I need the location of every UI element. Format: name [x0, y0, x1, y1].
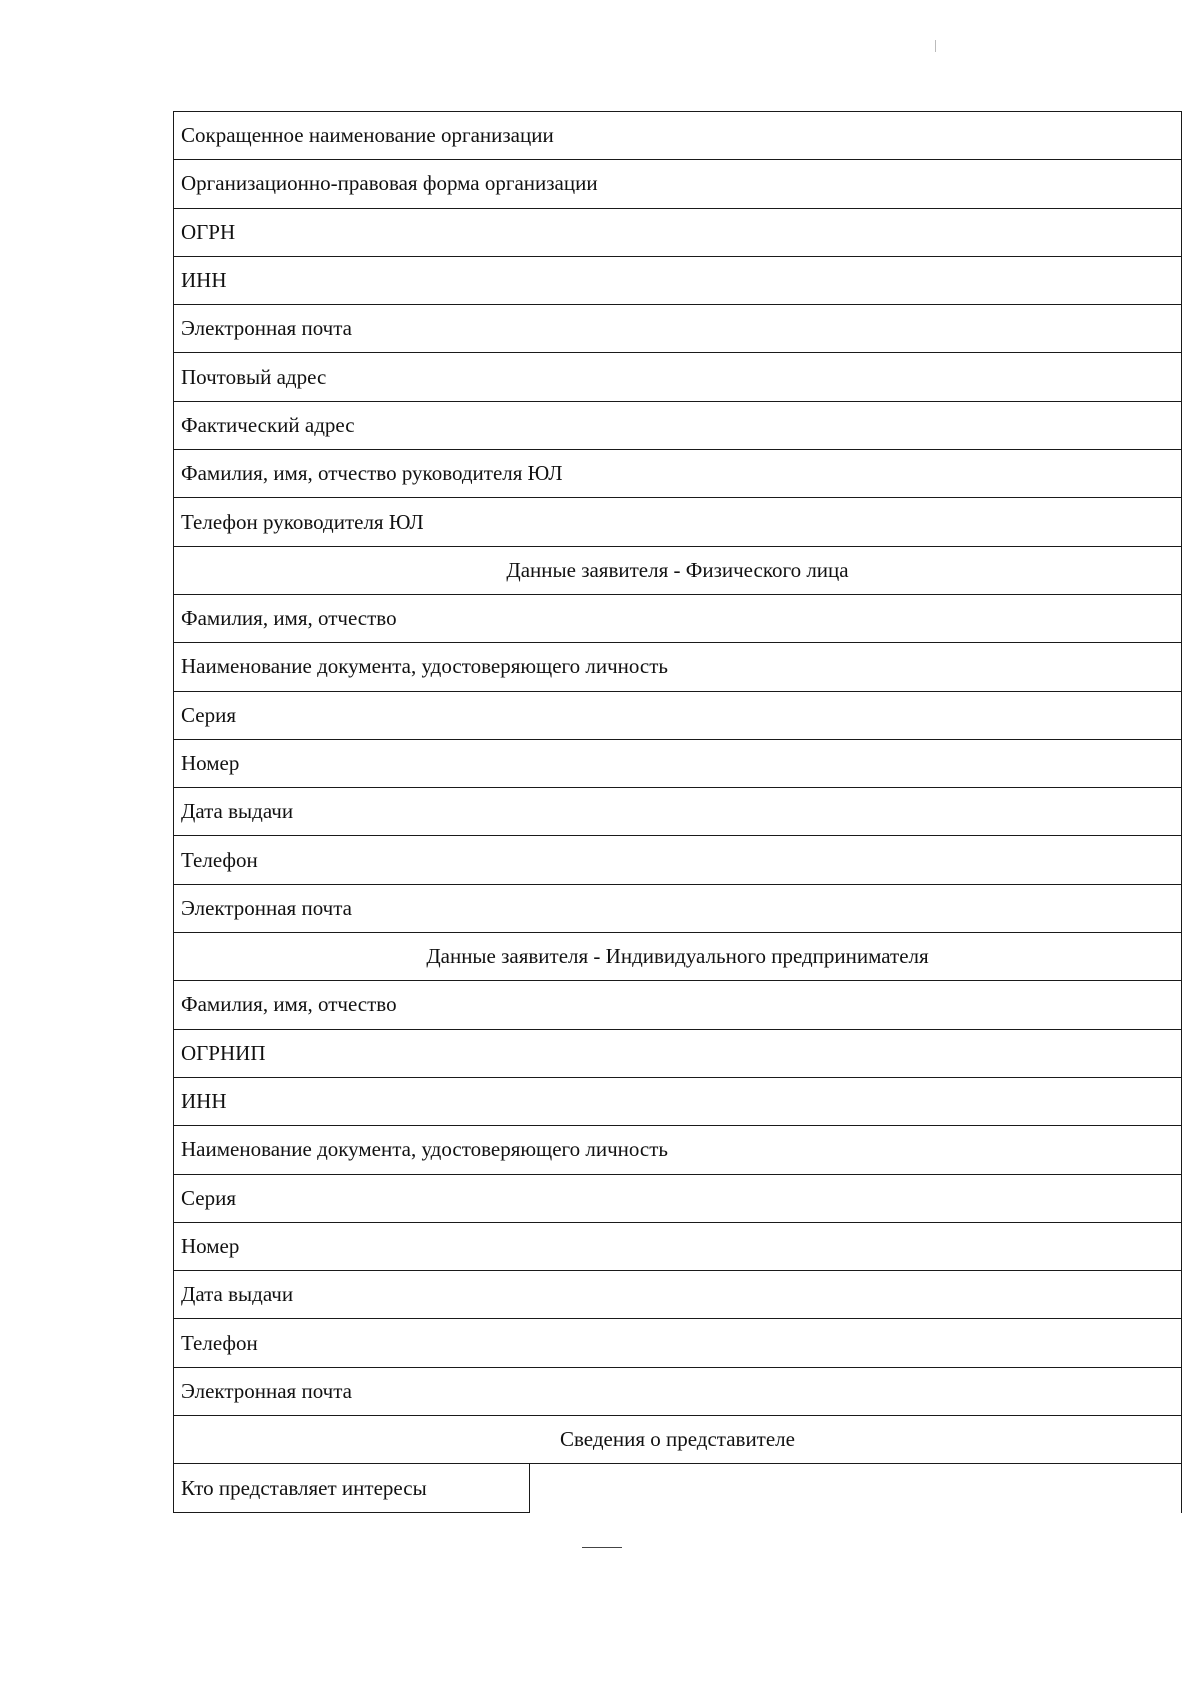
table-row	[174, 305, 1181, 353]
field-label: Фактический адрес	[181, 412, 355, 437]
field-label: Наименование документа, удостоверяющего личность	[181, 1137, 669, 1162]
field-label: Дата выдачи	[181, 799, 294, 824]
table-row	[174, 1030, 1181, 1078]
table-row	[174, 740, 1181, 788]
table-row	[174, 112, 1181, 160]
field-label: Сокращенное наименование организации	[181, 123, 554, 148]
field-label: Серия	[181, 702, 236, 727]
field-label: Телефон	[181, 1330, 258, 1355]
scan-artifact	[582, 1547, 622, 1548]
field-label: Дата выдачи	[181, 1282, 294, 1307]
representative-label: Кто представляет интересы	[174, 1464, 530, 1513]
field-label: Электронная почта	[181, 895, 352, 920]
representative-row	[174, 1464, 1181, 1513]
table-row	[174, 1271, 1181, 1319]
table-row	[174, 450, 1181, 498]
field-label: Телефон	[181, 847, 258, 872]
table-row	[174, 1175, 1181, 1223]
section-title: Данные заявителя - Индивидуального предпринимателя	[426, 944, 929, 969]
section-heading-representative	[174, 1416, 1181, 1464]
field-label: ИНН	[181, 268, 227, 293]
table-row	[174, 836, 1181, 884]
table-row	[174, 885, 1181, 933]
field-label: Номер	[181, 751, 240, 775]
representative-value-cell	[530, 1464, 1181, 1513]
table-row	[174, 1223, 1181, 1271]
table-row	[174, 643, 1181, 691]
table-row	[174, 498, 1181, 546]
table-row	[174, 209, 1181, 257]
field-label: Почтовый адрес	[181, 364, 327, 389]
section-heading-individual	[174, 547, 1181, 595]
field-label: ИНН	[181, 1089, 227, 1114]
field-label: Организационно-правовая форма организации	[181, 171, 598, 196]
field-label: ОГРНИП	[181, 1040, 266, 1065]
section-heading-entrepreneur	[174, 933, 1181, 981]
section-title: Сведения о представителе	[560, 1427, 795, 1452]
field-label: Номер	[181, 1233, 240, 1258]
field-label: Наименование документа, удостоверяющего личность	[181, 654, 669, 679]
table-row	[174, 353, 1181, 401]
table-row	[174, 788, 1181, 836]
field-label: Электронная почта	[181, 316, 352, 341]
table-row	[174, 595, 1181, 643]
table-row	[174, 160, 1181, 208]
table-row	[174, 1368, 1181, 1416]
table-row	[174, 402, 1181, 450]
table-row	[174, 981, 1181, 1029]
table-row	[174, 257, 1181, 305]
scan-artifact	[935, 40, 936, 52]
field-label: Телефон руководителя ЮЛ	[181, 509, 424, 534]
field-label: Фамилия, имя, отчество	[181, 606, 397, 631]
section-title: Данные заявителя - Физического лица	[506, 557, 849, 582]
field-label: Фамилия, имя, отчество руководителя ЮЛ	[181, 461, 563, 486]
field-label: Серия	[181, 1185, 236, 1210]
applicant-form-table	[173, 111, 1182, 1513]
field-label: Фамилия, имя, отчество	[181, 992, 397, 1017]
field-label: ОГРН	[181, 219, 236, 244]
table-row	[174, 692, 1181, 740]
table-row	[174, 1078, 1181, 1126]
table-row	[174, 1126, 1181, 1174]
field-label: Электронная почта	[181, 1378, 352, 1403]
table-row	[174, 1319, 1181, 1367]
